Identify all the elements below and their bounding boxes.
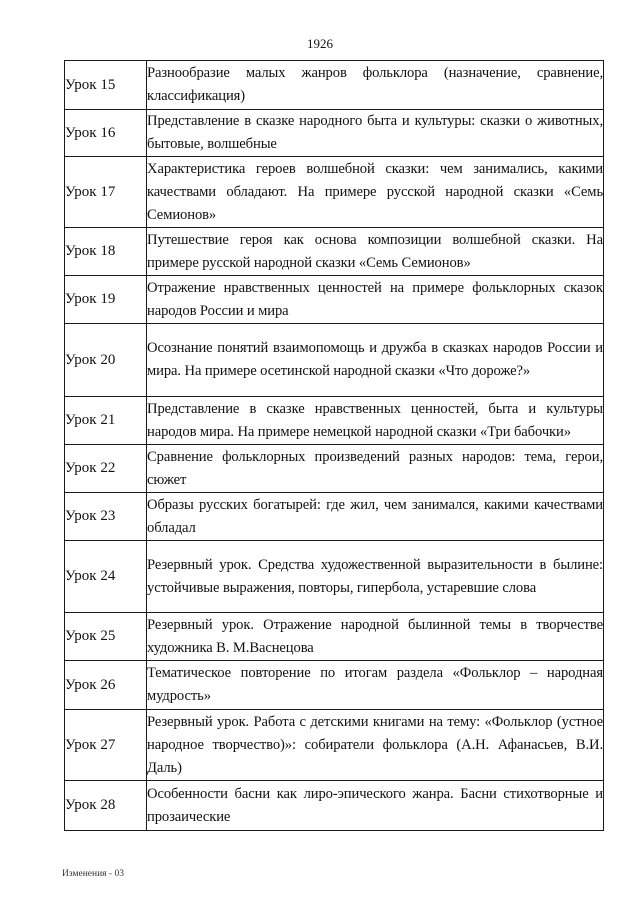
table-row (65, 276, 604, 324)
lesson-topic: Осознание понятий взаимопомощь и дружба в сказках народов России и мира. На примере осетинской народной сказки «Что дороже?» (147, 324, 604, 397)
lesson-topic: Тематическое повторение по итогам раздела «Фольклор – народная мудрость» (147, 661, 604, 710)
page-number: 1926 (307, 36, 333, 51)
lesson-topic: Отражение нравственных ценностей на примере фольклорных сказок народов России и мира (147, 276, 604, 324)
lesson-number: Урок 25 (65, 613, 147, 661)
lesson-number: Урок 18 (65, 228, 147, 276)
table-row (65, 228, 604, 276)
table-row (65, 781, 604, 831)
table-row (65, 445, 604, 493)
lesson-number: Урок 24 (65, 541, 147, 613)
lesson-topic: Разнообразие малых жанров фольклора (назначение, сравнение, классификация) (147, 61, 604, 110)
table-row (65, 397, 604, 445)
lesson-number: Урок 15 (65, 61, 147, 110)
lessons-table-body (65, 61, 604, 831)
lesson-number: Урок 22 (65, 445, 147, 493)
table-row (65, 157, 604, 228)
lesson-number: Урок 20 (65, 324, 147, 397)
lesson-number: Урок 23 (65, 493, 147, 541)
lesson-number: Урок 27 (65, 710, 147, 781)
lesson-topic: Представление в сказке нравственных ценностей, быта и культуры народов мира. На примере немецкой народной сказки «Три бабочки» (147, 397, 604, 445)
lesson-topic: Характеристика героев волшебной сказки: чем занимались, какими качествами обладают. На примере русской народной сказки «Семь Семионов» (147, 157, 604, 228)
table-row (65, 613, 604, 661)
table-row (65, 324, 604, 397)
table-row (65, 61, 604, 110)
lesson-number: Урок 26 (65, 661, 147, 710)
lesson-number: Урок 19 (65, 276, 147, 324)
lesson-number: Урок 21 (65, 397, 147, 445)
footer-note: Изменения - 03 (62, 869, 124, 879)
lesson-topic: Образы русских богатырей: где жил, чем занимался, какими качествами обладал (147, 493, 604, 541)
lesson-topic: Особенности басни как лиро-эпического жанра. Басни стихотворные и прозаические (147, 781, 604, 831)
lesson-topic: Путешествие героя как основа композиции волшебной сказки. На примере русской народной сказки «Семь Семионов» (147, 228, 604, 276)
table-row (65, 541, 604, 613)
lesson-topic: Резервный урок. Работа с детскими книгами на тему: «Фольклор (устное народное творчество)»: собиратели фольклора (А.Н. Афанасьев, В.И. Даль) (147, 710, 604, 781)
lesson-number: Урок 28 (65, 781, 147, 831)
lesson-number: Урок 16 (65, 110, 147, 157)
table-row (65, 110, 604, 157)
lesson-topic: Сравнение фольклорных произведений разных народов: тема, герои, сюжет (147, 445, 604, 493)
lesson-number: Урок 17 (65, 157, 147, 228)
lesson-topic: Резервный урок. Средства художественной выразительности в былине: устойчивые выражения, повторы, гипербола, устаревшие слова (147, 541, 604, 613)
lesson-topic: Представление в сказке народного быта и культуры: сказки о животных, бытовые, волшебные (147, 110, 604, 157)
table-row (65, 661, 604, 710)
table-row (65, 493, 604, 541)
lesson-topic: Резервный урок. Отражение народной былинной темы в творчестве художника В. М.Васнецова (147, 613, 604, 661)
lessons-table (64, 60, 604, 831)
table-row (65, 710, 604, 781)
